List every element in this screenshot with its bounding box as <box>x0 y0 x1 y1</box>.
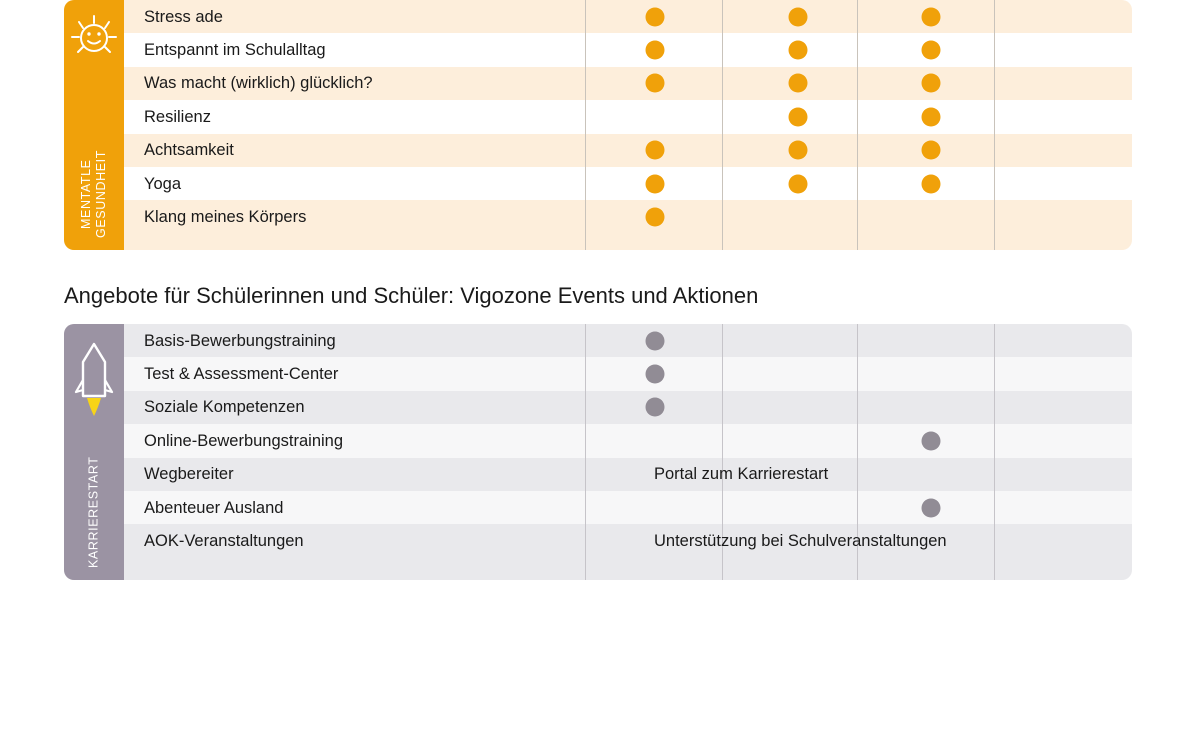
status-dot <box>789 141 808 160</box>
table-row[interactable] <box>124 491 1132 524</box>
row-label: AOK-Veranstaltungen <box>144 532 304 551</box>
status-dot <box>922 498 941 517</box>
status-dot <box>789 7 808 26</box>
table-row[interactable] <box>124 67 1132 100</box>
status-dot <box>646 174 665 193</box>
status-dot <box>922 74 941 93</box>
row-label: Was macht (wirklich) glücklich? <box>144 74 373 93</box>
table-row[interactable] <box>124 524 1132 557</box>
career-start-rows <box>124 324 1132 580</box>
row-label: Test & Assessment-Center <box>144 365 339 384</box>
row-label: Online-Bewerbungstraining <box>144 431 344 450</box>
page-title: Angebote für Schülerinnen und Schüler: Vigozone Events und Aktionen <box>64 283 759 308</box>
mental-health-spine <box>64 0 124 250</box>
status-dot <box>922 174 941 193</box>
career-start-spine-label: KARRIERESTART <box>86 456 101 568</box>
table-row[interactable] <box>124 458 1132 491</box>
table-row[interactable] <box>124 324 1132 357</box>
table-row[interactable] <box>124 167 1132 200</box>
row-label: Abenteuer Ausland <box>144 498 284 517</box>
table-row[interactable] <box>124 33 1132 66</box>
career-start-spine <box>64 324 124 580</box>
status-dot <box>789 174 808 193</box>
status-dot <box>646 365 665 384</box>
status-dot <box>922 41 941 60</box>
table-row[interactable] <box>124 0 1132 33</box>
smiling-sun-icon <box>64 12 124 102</box>
status-dot <box>646 141 665 160</box>
table-row[interactable] <box>124 134 1132 167</box>
status-dot <box>789 41 808 60</box>
table-row[interactable] <box>124 391 1132 424</box>
row-label: Soziale Kompetenzen <box>144 398 305 417</box>
status-dot <box>646 7 665 26</box>
career-start-table-block <box>64 324 1132 580</box>
status-dot <box>646 41 665 60</box>
table-row[interactable] <box>124 357 1132 390</box>
status-dot <box>646 74 665 93</box>
table-row[interactable] <box>124 200 1132 233</box>
row-dots <box>124 167 1132 200</box>
status-dot <box>922 107 941 126</box>
status-dot <box>922 141 941 160</box>
table-row[interactable] <box>124 100 1132 133</box>
row-label: Achtsamkeit <box>144 141 234 160</box>
status-dot <box>789 74 808 93</box>
status-dot <box>922 431 941 450</box>
status-dot <box>922 7 941 26</box>
table-row[interactable] <box>124 424 1132 457</box>
row-note: Portal zum Karrierestart <box>654 464 829 483</box>
mental-health-table-block <box>64 0 1132 250</box>
mental-health-spine-label: MENTATLE GESUNDHEIT <box>79 150 108 238</box>
row-label: Yoga <box>144 174 182 193</box>
status-dot <box>789 107 808 126</box>
row-dots <box>124 134 1132 167</box>
row-label: Resilienz <box>144 107 211 126</box>
rocket-icon <box>64 336 124 426</box>
row-dots <box>124 0 1132 33</box>
row-label: Basis-Bewerbungstraining <box>144 331 336 350</box>
row-note: Unterstützung bei Schulveranstaltungen <box>654 531 947 550</box>
row-label: Stress ade <box>144 7 223 26</box>
status-dot <box>646 398 665 417</box>
row-label: Wegbereiter <box>144 465 234 484</box>
row-label: Klang meines Körpers <box>144 208 307 227</box>
status-dot <box>646 331 665 350</box>
row-dots <box>124 100 1132 133</box>
row-label: Entspannt im Schulalltag <box>144 41 326 60</box>
status-dot <box>646 208 665 227</box>
mental-health-rows <box>124 0 1132 250</box>
